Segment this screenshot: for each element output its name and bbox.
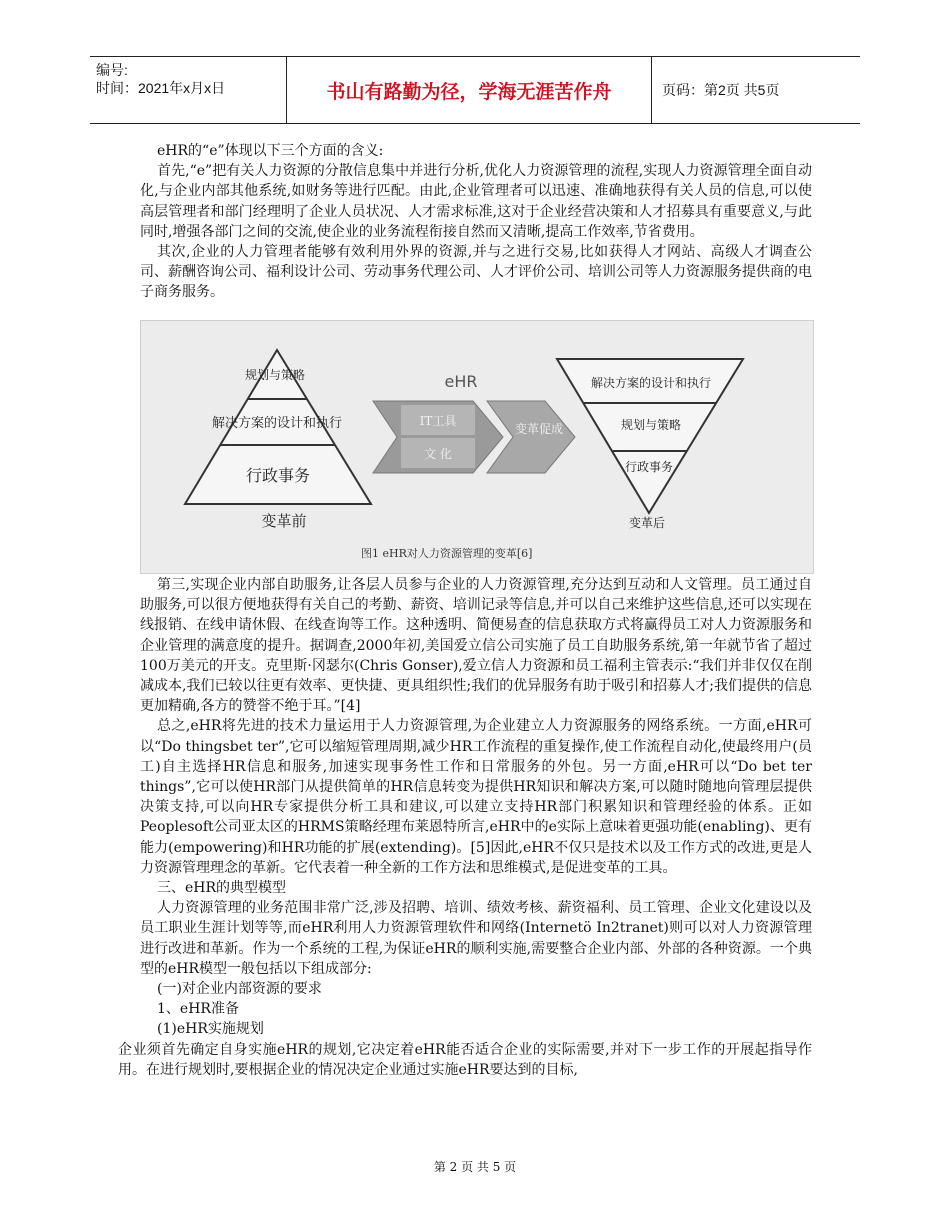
header-meta: [96, 61, 281, 97]
paragraph: 总之,eHR将先进的技术力量运用于人力资源管理,为企业建立人力资源服务的网络系统。一方面,eHR可以“Do thingsbet ter”,它可以缩短管理周期,减少HR工作流程的重复操作,使工作流程自动化,使最终用户(员工)自主选择HR信息和服务,加速实现事务性工作和日常服务的外包。另一方面,eHR可以“Do bet ter things”,它可以使HR部门从提供简单的HR信息转变为提供HR知识和解决方案,可以随时随地向管理层提供决策支持,可以向HR专家提供分析工具和建议,可以建立支持HR部门积累知识和管理经验的体系。正如Peoplesoft公司亚太区的HRMS策略经理布莱恩特所言,eHR中的e实际上意味着更强功能(enabling)、更有能力(empowering)和HR功能的扩展(extending)。[5]因此,eHR不仅只是技术以及工作方式的改进,更是人力资源管理理念的革新。它代表着一种全新的工作方法和思维模式,是促进变革的工具。: [140, 718, 812, 876]
paragraph: 首先,“e”把有关人力资源的分散信息集中并进行分析,优化人力资源管理的流程,实现人力资源管理全面自动化,与企业内部其他系统,如财务等进行匹配。由此,企业管理者可以迅速、准确地获得有关人员的信息,可以使高层管理者和部门经理明了企业人员状况、人才需求标准,这对于企业经营决策和人才招募具有重要意义,与此同时,增强各部门之间的交流,使企业的业务流程衔接自然而又清晰,提高工作效率,节省费用。: [140, 163, 812, 240]
figure-diagram: [141, 321, 813, 573]
paragraph: 其次,企业的人力管理者能够有效利用外界的资源,并与之进行交易,比如获得人才网站、高级人才调查公司、薪酬咨询公司、福利设计公司、劳动事务代理公司、人才评价公司、培训公司等人力资源服务提供商的电子商务服务。: [140, 244, 812, 301]
left-pyramid-tier-1: 规划与策略: [244, 368, 306, 382]
arrow-item-culture: 文 化: [424, 447, 452, 461]
figure-ehr-transformation: [140, 320, 814, 574]
left-pyramid-tier-2: 解决方案的设计和执行: [211, 416, 343, 431]
right-pyramid-tier-1: 解决方案的设计和执行: [590, 376, 712, 390]
figure-caption: 图1 eHR对人力资源管理的变革[6]: [361, 547, 533, 560]
header-page-label: 页码：第2页 共5页: [662, 82, 780, 98]
body-top: [140, 141, 812, 303]
doc-time-label: 时间：2021年x月x日: [96, 80, 226, 96]
header-motto: 书山有路勤为径，学海无涯苦作舟: [326, 80, 612, 103]
left-caption: 变革前: [261, 512, 307, 530]
doc-number-label: 编号:: [96, 62, 128, 78]
right-pyramid-tier-3: 行政事务: [624, 460, 674, 474]
subsection-heading: 1、eHR准备: [157, 1001, 239, 1018]
paragraph: 第三,实现企业内部自助服务,让各层人员参与企业的人力资源管理,充分达到互动和人文管理。员工通过自助服务,可以很方便地获得有关自己的考勤、薪资、培训记录等信息,并可以自己来维护这些信息,还可以实现在线报销、在线申请休假、在线查询等工作。这种透明、简便易查的信息获取方式将赢得员工对人力资源服务和企业管理的满意度的提升。据调查,2000年初,美国爱立信公司实施了员工自助服务系统,第一年就节省了超过100万美元的开支。克里斯·冈瑟尔(Chris Gonser),爱立信人力资源和员工福利主管表示:“我们并非仅仅在削减成本,我们已较以往更有效率、更快捷、更具组织性;我们的优异服务有助于吸引和招募人才;我们提供的信息更加精确,各方的赞誉不绝于耳。”[4]: [140, 577, 812, 715]
right-pyramid-tier-2: 规划与策略: [620, 418, 682, 432]
body-bottom: [118, 575, 812, 1080]
arrow-item-it: IT工具: [419, 414, 457, 428]
arrow-change-label: 变革促成: [514, 422, 564, 436]
paragraph: eHR的“e”体现以下三个方面的含义:: [157, 143, 384, 159]
page-header: [90, 56, 860, 124]
header-divider: [651, 57, 652, 123]
page-footer: 第 2 页 共 5 页: [433, 1160, 517, 1174]
paragraph: 企业须首先确定自身实施eHR的规划,它决定着eHR能否适合企业的实际需要,并对下一步工作的开展起指导作用。在进行规划时,要根据企业的情况决定企业通过实施eHR要达到的目标,: [118, 1041, 812, 1078]
paragraph: 人力资源管理的业务范围非常广泛,涉及招聘、培训、绩效考核、薪资福利、员工管理、企业文化建设以及员工职业生涯计划等等,而eHR利用人力资源管理软件和网络(Internetö In2tranet)则可以对人力资源管理进行改进和革新。作为一个系统的工程,为保证eHR的顺利实施,需要整合企业内部、外部的各种资源。一个典型的eHR模型一般包括以下组成部分:: [140, 900, 812, 977]
arrow-title: eHR: [444, 372, 478, 391]
subsection-heading: (一)对企业内部资源的要求: [157, 981, 322, 998]
right-caption: 变革后: [628, 516, 666, 530]
left-pyramid-tier-3: 行政事务: [245, 466, 311, 485]
section-heading: 三、eHR的典型模型: [157, 880, 287, 897]
subsection-heading: (1)eHR实施规划: [157, 1021, 264, 1038]
